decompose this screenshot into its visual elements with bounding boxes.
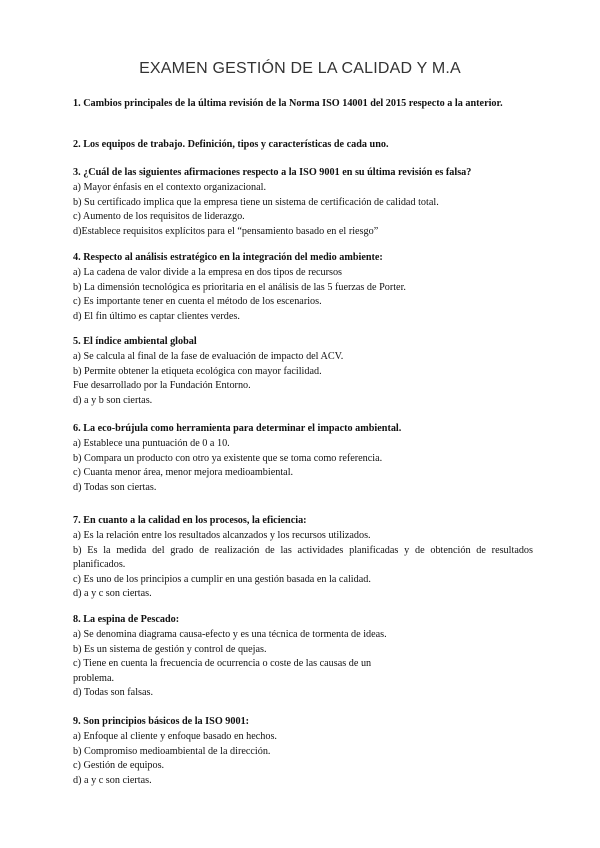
- question-text: 2. Los equipos de trabajo. Definición, tipos y características de cada uno.: [73, 139, 389, 150]
- question-6: [73, 422, 533, 495]
- option-a: a) La cadena de valor divide a la empresa en dos tipos de recursos: [73, 267, 343, 279]
- option-b: b) Compara un producto con otro ya existente que se toma como referencia.: [73, 452, 383, 464]
- option-c: c) Cuanta menor área, menor mejora medioambiental.: [73, 467, 294, 479]
- question-3: [73, 166, 533, 239]
- option-b: b) La dimensión tecnológica es prioritaria en el análisis de las 5 fuerzas de Porter.: [73, 281, 406, 293]
- option-b: b) Su certificado implica que la empresa tiene un sistema de certificación de calidad total.: [73, 196, 439, 208]
- option-b: b) Es la medida del grado de realización de las actividades planificadas y de obtención de resultados planificados.: [73, 544, 533, 571]
- option-c: c) Gestión de equipos.: [73, 760, 165, 772]
- question-7: [73, 514, 533, 601]
- question-text: 6. La eco-brújula como herramienta para determinar el impacto ambiental.: [73, 423, 402, 434]
- option-c: c) Es importante tener en cuenta el método de los escenarios.: [73, 296, 322, 308]
- option-c: Fue desarrollado por la Fundación Entorno.: [73, 380, 251, 392]
- question-text: 7. En cuanto a la calidad en los procesos, la eficiencia:: [73, 515, 307, 526]
- question-9: [73, 715, 533, 788]
- question-2: [73, 138, 533, 153]
- question-text: 9. Son principios básicos de la ISO 9001:: [73, 716, 250, 727]
- question-8: [73, 613, 533, 700]
- option-a: a) Enfoque al cliente y enfoque basado en hechos.: [73, 731, 277, 743]
- option-d: d) Todas son ciertas.: [73, 481, 157, 493]
- option-d: d) Todas son falsas.: [73, 687, 154, 699]
- question-4: [73, 251, 533, 324]
- question-text: 5. El índice ambiental global: [73, 336, 197, 347]
- option-d: d) a y c son ciertas.: [73, 774, 152, 786]
- option-d: d)Establece requisitos explícitos para el “pensamiento basado en el riesgo”: [73, 225, 379, 237]
- option-c-continued: problema.: [73, 672, 115, 684]
- option-a: a) Establece una puntuación de 0 a 10.: [73, 438, 230, 450]
- question-text: 4. Respecto al análisis estratégico en la integración del medio ambiente:: [73, 252, 383, 263]
- option-d: d) a y c son ciertas.: [73, 588, 152, 600]
- option-c: c) Aumento de los requisitos de liderazgo.: [73, 211, 245, 223]
- option-a: a) Se denomina diagrama causa-efecto y es una técnica de tormenta de ideas.: [73, 629, 387, 641]
- question-text: 3. ¿Cuál de las siguientes afirmaciones respecto a la ISO 9001 en su última revisión es falsa?: [73, 167, 472, 178]
- option-d: d) El fin último es captar clientes verdes.: [73, 310, 240, 322]
- option-d: d) a y b son ciertas.: [73, 394, 153, 406]
- question-text: 1. Cambios principales de la última revisión de la Norma ISO 14001 del 2015 respecto a la anterior.: [73, 98, 503, 109]
- option-a: a) Mayor énfasis en el contexto organizacional.: [73, 182, 267, 194]
- option-a: a) Se calcula al final de la fase de evaluación de impacto del ACV.: [73, 351, 344, 363]
- question-1: [73, 97, 533, 112]
- option-b: b) Compromiso medioambiental de la dirección.: [73, 745, 271, 757]
- question-text: 8. La espina de Pescado:: [73, 614, 180, 625]
- exam-title: EXAMEN GESTIÓN DE LA CALIDAD Y M.A: [139, 60, 461, 77]
- option-c: c) Es uno de los principios a cumplir en una gestión basada en la calidad.: [73, 573, 371, 585]
- option-c: c) Tiene en cuenta la frecuencia de ocurrencia o coste de las causas de un: [73, 658, 372, 670]
- option-a: a) Es la relación entre los resultados alcanzados y los recursos utilizados.: [73, 530, 371, 542]
- option-b: b) Permite obtener la etiqueta ecológica con mayor facilidad.: [73, 365, 322, 377]
- option-b: b) Es un sistema de gestión y control de quejas.: [73, 643, 267, 655]
- question-5: [73, 335, 533, 408]
